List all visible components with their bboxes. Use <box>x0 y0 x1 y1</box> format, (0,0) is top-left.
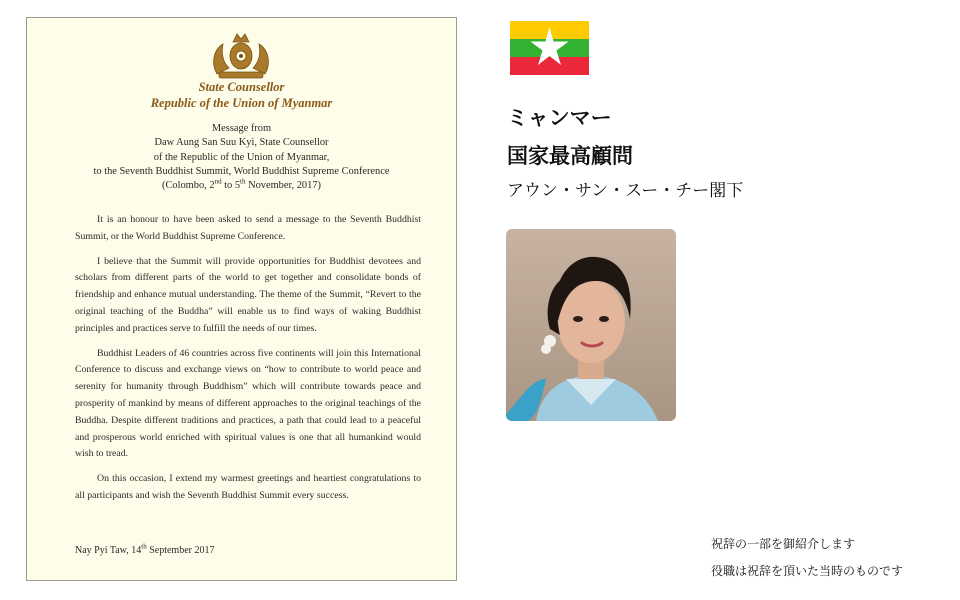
position-title: 国家最高顧問 <box>507 144 633 168</box>
message-heading <box>27 122 456 193</box>
office-title: State Counsellor <box>198 80 285 94</box>
state-seal-icon <box>207 30 275 80</box>
country-name: ミャンマー <box>507 106 612 130</box>
paragraph: I believe that the Summit will provide opportunities for Buddhist devotees and scholars from different parts of the world to get together and consolidate bonds of friendship and enhance mutual understanding. The theme of the Summit, “Revert to the original teaching of the Buddha” will enable us to find ways of waking Buddhist principles and practices serve to fulfill the needs of our times. <box>75 255 421 334</box>
portrait-photo <box>506 229 676 421</box>
office-country: Republic of the Union of Myanmar <box>150 96 333 110</box>
paragraph: Buddhist Leaders of 46 countries across five continents will join this International Conference to discuss and exchange views on “how to contribute to world peace and serenity for humanity through Buddhism” which will contribute towards peace and prosperity of mankind by means of different approaches to the original teachings of the Buddha. Despite different traditions and practices, a path that could lead to a peaceful and prosperous world enriched with spiritual values is one that all humankind would wish to tread. <box>75 347 421 460</box>
heading-dates: (Colombo, 2nd to 5th November, 2017) <box>162 177 321 192</box>
signoff-place-date: Nay Pyi Taw, 14th September 2017 <box>75 542 215 556</box>
message-letter <box>26 17 457 581</box>
person-name: アウン・サン・スー・チー閣下 <box>507 181 744 201</box>
note-position-disclaimer: 役職は祝辞を頂いた当時のものです <box>711 564 904 578</box>
paragraph: On this occasion, I extend my warmest greetings and heartiest congratulations to all participants and wish the Seventh Buddhist Summit every success. <box>75 473 421 501</box>
heading-line: Message from <box>211 123 272 134</box>
heading-line: Daw Aung San Suu Kyi, State Counsellor <box>154 137 329 149</box>
paragraph: It is an honour to have been asked to send a message to the Seventh Buddhist Summit, or the World Buddhist Supreme Conference. <box>75 214 421 242</box>
myanmar-flag-icon <box>510 21 589 75</box>
note-excerpt: 祝辞の一部を御紹介します <box>711 537 856 551</box>
heading-line: to the Seventh Buddhist Summit, World Buddhist Supreme Conference <box>93 165 390 177</box>
message-body <box>75 212 421 513</box>
heading-line: of the Republic of the Union of Myanmar, <box>153 151 330 163</box>
